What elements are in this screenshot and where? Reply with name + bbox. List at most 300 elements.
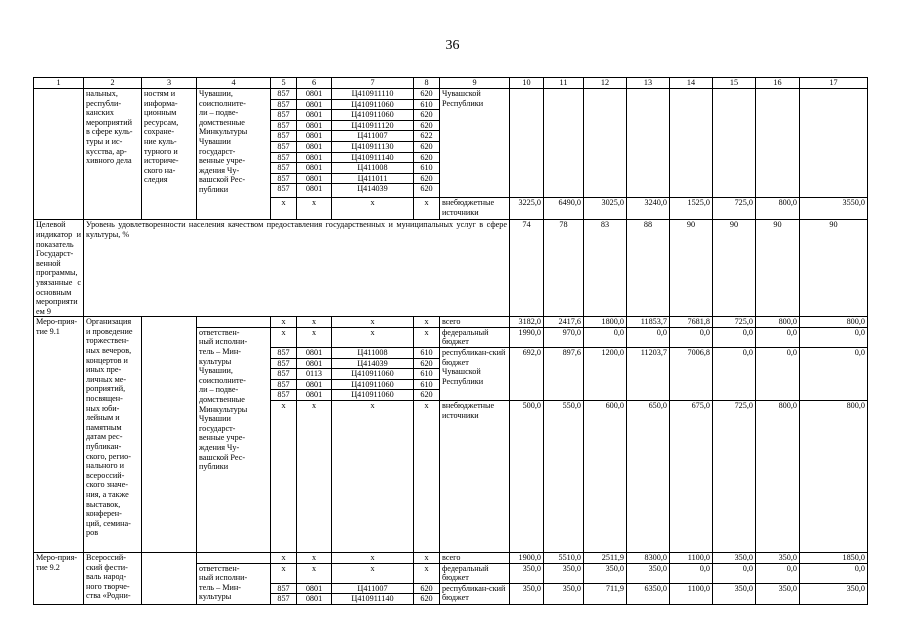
budget-code: Ц411008	[332, 163, 414, 174]
amount: 897,6	[544, 348, 584, 401]
cell-line: Чувашской	[442, 89, 481, 98]
budget-code: x	[271, 317, 297, 328]
amount: 0,0	[670, 327, 713, 347]
amount: 2511,9	[584, 553, 627, 564]
funding-source: республикан-ский бюджет	[440, 583, 510, 604]
budget-code: x	[332, 401, 414, 553]
cell-line: ционным	[144, 108, 177, 118]
cell-line: нальных,	[86, 89, 118, 98]
cell-line: домственные	[199, 395, 245, 405]
amount: 800,0	[800, 401, 868, 553]
amount: 550,0	[544, 401, 584, 553]
budget-code: x	[414, 401, 440, 553]
budget-code: 0801	[297, 379, 332, 390]
budget-table-container	[33, 77, 867, 605]
cell-line: государст-	[199, 146, 236, 156]
cell-line: тель – Мин-	[199, 582, 241, 592]
column-number: 12	[584, 78, 627, 89]
budget-code: Ц410911130	[332, 141, 414, 152]
cell-line: туры и ис-	[86, 136, 123, 146]
budget-code: 0113	[297, 369, 332, 380]
budget-code: 857	[271, 110, 297, 121]
cell-line: ров	[86, 528, 99, 538]
cell-line: сохране-	[144, 127, 175, 137]
amount: 5510,0	[544, 553, 584, 564]
cell-line: кусства, ар-	[86, 146, 127, 156]
cell-line: публикан-	[86, 442, 122, 451]
cell-line: выставок,	[86, 499, 121, 509]
cell-line: ций, семина-	[86, 518, 131, 528]
cell-line: ства «Родни-	[86, 591, 131, 601]
amount: 0,0	[800, 348, 868, 401]
amount: 970,0	[544, 327, 584, 347]
indicator-value: 74	[510, 220, 544, 317]
budget-code: 857	[271, 131, 297, 142]
budget-code: x	[271, 401, 297, 553]
budget-code: 0801	[297, 152, 332, 163]
amount: 2417,6	[544, 317, 584, 328]
amount: 0,0	[584, 327, 627, 347]
amount	[670, 89, 713, 198]
budget-code: 620	[414, 110, 440, 121]
amount: 0,0	[713, 327, 756, 347]
budget-code: 620	[414, 120, 440, 131]
page-number: 36	[445, 38, 460, 53]
budget-code: Ц410911060	[332, 390, 414, 401]
event-executor-spacer	[197, 317, 271, 328]
budget-code: x	[332, 563, 414, 583]
indicator-value: 88	[627, 220, 670, 317]
budget-code: 620	[414, 173, 440, 184]
budget-code: 0801	[297, 583, 332, 594]
amount: 350,0	[544, 583, 584, 604]
amount	[510, 89, 544, 198]
column-number: 10	[510, 78, 544, 89]
amount: 500,0	[510, 401, 544, 553]
cell-line: ответствен-	[199, 327, 240, 337]
funding-source: республикан-ский бюджет Чувашской Республики	[440, 348, 510, 401]
amount	[584, 89, 627, 198]
column-number: 5	[271, 78, 297, 89]
budget-code: x	[332, 553, 414, 564]
cell-line: ние куль-	[144, 136, 177, 146]
budget-code: x	[414, 563, 440, 583]
cell-line: датам рес-	[86, 432, 123, 442]
amount: 3550,0	[800, 198, 868, 220]
budget-code: 857	[271, 348, 297, 359]
event-name	[84, 553, 142, 605]
cell-line: следия	[144, 175, 168, 185]
cell-line: роприятий,	[86, 384, 126, 394]
budget-code: 857	[271, 358, 297, 369]
event-executor	[197, 563, 271, 604]
cell-line: Минкультуры	[199, 404, 248, 414]
amount: 8300,0	[627, 553, 670, 564]
budget-code: 0801	[297, 99, 332, 110]
event-executor-spacer	[197, 553, 271, 564]
m91-total-row	[34, 317, 868, 328]
budget-code: x	[297, 327, 332, 347]
amount: 725,0	[713, 401, 756, 553]
amount: 725,0	[713, 317, 756, 328]
cell-line: посвящен-	[86, 394, 123, 404]
cell-line: Чувашии,	[199, 366, 233, 376]
budget-code: x	[271, 327, 297, 347]
cell-line: ждения Чу-	[199, 165, 240, 175]
cell-line: публики	[199, 462, 229, 472]
amount: 0,0	[800, 327, 868, 347]
cell-line: ждения Чу-	[199, 443, 240, 452]
budget-code: Ц410911060	[332, 110, 414, 121]
budget-code: Ц414039	[332, 358, 414, 369]
amount	[627, 89, 670, 198]
budget-table	[33, 77, 868, 605]
amount: 800,0	[800, 317, 868, 328]
budget-code: 0801	[297, 163, 332, 174]
cell-line: республи-	[86, 98, 122, 108]
code-row	[34, 89, 868, 100]
cell-line: ского на-	[144, 165, 176, 175]
amount: 11203,7	[627, 348, 670, 401]
budget-code: 620	[414, 184, 440, 198]
amount: 350,0	[510, 563, 544, 583]
cell-line: культуры	[199, 356, 232, 366]
amount	[800, 89, 868, 198]
cell-line: ных юби-	[86, 403, 120, 413]
budget-code: 0801	[297, 110, 332, 121]
cell-line: ли – подве-	[199, 385, 239, 395]
budget-code: Ц410911140	[332, 594, 414, 605]
event-name	[84, 317, 142, 553]
column-number: 11	[544, 78, 584, 89]
cell-line: ных вечеров,	[86, 346, 132, 356]
amount: 1850,0	[800, 553, 868, 564]
budget-code: Ц410911140	[332, 152, 414, 163]
budget-code: 857	[271, 141, 297, 152]
budget-code: x	[414, 317, 440, 328]
amount	[756, 89, 800, 198]
column-number: 14	[670, 78, 713, 89]
amount: 1100,0	[670, 553, 713, 564]
indicator-value: 78	[544, 220, 584, 317]
cell-line: личных ме-	[86, 374, 127, 384]
indicator-row	[34, 220, 868, 317]
cell-line: турного и	[144, 146, 178, 156]
amount: 0,0	[800, 563, 868, 583]
budget-code: 0801	[297, 89, 332, 100]
amount: 6350,0	[627, 583, 670, 604]
amount: 650,0	[627, 401, 670, 553]
budget-code: 857	[271, 99, 297, 110]
m92-total-row	[34, 553, 868, 564]
budget-code: x	[332, 198, 414, 220]
funding-source: федеральный бюджет	[440, 563, 510, 583]
amount: 350,0	[713, 553, 756, 564]
cell-line: домственные	[199, 117, 245, 127]
budget-code: 857	[271, 390, 297, 401]
cell-line: Организация	[86, 317, 132, 327]
cell-line: валь народ-	[86, 572, 127, 582]
budget-code: 0801	[297, 141, 332, 152]
budget-code: 620	[414, 594, 440, 605]
budget-code: x	[414, 553, 440, 564]
budget-code: 620	[414, 583, 440, 594]
cell-line: всероссий-	[86, 470, 125, 480]
column-number: 2	[84, 78, 142, 89]
budget-code: 622	[414, 131, 440, 142]
cell-line: вашской Рес-	[199, 452, 246, 462]
indicator-text: Уровень удовлетворенности населения качеством предоставления государственных и муниципальных услуг в сфере культуры, %	[84, 220, 510, 317]
budget-code: 620	[414, 141, 440, 152]
budget-code: 610	[414, 379, 440, 390]
indicator-value: 90	[756, 220, 800, 317]
budget-code: Ц410911060	[332, 369, 414, 380]
cell-line: ного творче-	[86, 581, 130, 591]
amount: 600,0	[584, 401, 627, 553]
cell-line: тель – Мин-	[199, 347, 241, 357]
budget-code: Ц414039	[332, 184, 414, 198]
amount: 675,0	[670, 401, 713, 553]
budget-code: Ц411007	[332, 131, 414, 142]
amount: 350,0	[544, 563, 584, 583]
column-number: 4	[197, 78, 271, 89]
funding-source: внебюджетные источники	[440, 401, 510, 553]
cell-line: хивного дела	[86, 156, 132, 166]
amount: 1800,0	[584, 317, 627, 328]
amount: 711,9	[584, 583, 627, 604]
cell-line: ский фести-	[86, 562, 128, 572]
budget-code: Ц410911120	[332, 120, 414, 131]
cell-line: венные учре-	[199, 433, 246, 443]
budget-code: 0801	[297, 348, 332, 359]
table-body	[34, 78, 868, 605]
amount: 3025,0	[584, 198, 627, 220]
budget-code: 857	[271, 173, 297, 184]
budget-code: Ц410911060	[332, 379, 414, 390]
amount: 1200,0	[584, 348, 627, 401]
cell-line: Всероссий-	[86, 553, 126, 563]
budget-code: x	[297, 317, 332, 328]
budget-code: Ц411008	[332, 348, 414, 359]
budget-code: Ц410911060	[332, 99, 414, 110]
cell-line: ского, регио-	[86, 451, 131, 461]
cell-line: венные учре-	[199, 156, 246, 166]
amount: 725,0	[713, 198, 756, 220]
cell-line: публики	[199, 184, 229, 194]
budget-code: 857	[271, 369, 297, 380]
budget-code: 0801	[297, 358, 332, 369]
amount: 1900,0	[510, 553, 544, 564]
budget-code: 857	[271, 152, 297, 163]
budget-code: x	[297, 563, 332, 583]
cell-line: ный исполни-	[199, 337, 248, 347]
cell-line: конферен-	[86, 509, 122, 519]
column-number: 3	[142, 78, 197, 89]
budget-code: x	[297, 401, 332, 553]
funding-source	[440, 89, 510, 198]
budget-code: x	[271, 198, 297, 220]
cell-line: памятным	[86, 422, 122, 432]
budget-code: x	[271, 553, 297, 564]
column-number: 6	[297, 78, 332, 89]
budget-code: 857	[271, 594, 297, 605]
column-number-row	[34, 78, 868, 89]
column-number: 15	[713, 78, 756, 89]
budget-code: 857	[271, 379, 297, 390]
budget-code: x	[297, 553, 332, 564]
budget-code: x	[332, 327, 414, 347]
cell-line: ли – подве-	[199, 108, 239, 118]
budget-code: 610	[414, 369, 440, 380]
funding-source: всего	[440, 317, 510, 328]
amount: 800,0	[756, 401, 800, 553]
budget-code: 0801	[297, 173, 332, 184]
indicator-value: 90	[800, 220, 868, 317]
budget-code: 620	[414, 390, 440, 401]
amount: 3240,0	[627, 198, 670, 220]
column-number: 1	[34, 78, 84, 89]
amount: 3182,0	[510, 317, 544, 328]
amount: 350,0	[627, 563, 670, 583]
amount: 800,0	[756, 317, 800, 328]
indicator-value: 90	[670, 220, 713, 317]
column-number: 17	[800, 78, 868, 89]
cell-line: историче-	[144, 156, 179, 166]
event-label: Меро-прия-тие 9.2	[34, 553, 84, 605]
amount: 6490,0	[544, 198, 584, 220]
cell-line: мероприятий	[86, 117, 132, 127]
column-number: 13	[627, 78, 670, 89]
budget-code: 0801	[297, 120, 332, 131]
amount: 350,0	[756, 553, 800, 564]
amount: 0,0	[670, 563, 713, 583]
budget-code: 0801	[297, 184, 332, 198]
cell-line: ния, а также	[86, 489, 129, 499]
budget-code: 0801	[297, 131, 332, 142]
cell-line: торжествен-	[86, 336, 129, 346]
funding-source: всего	[440, 553, 510, 564]
amount: 0,0	[627, 327, 670, 347]
budget-code: 610	[414, 163, 440, 174]
cell-line: ностям и	[144, 89, 176, 98]
budget-code: 620	[414, 152, 440, 163]
budget-code: x	[271, 563, 297, 583]
budget-code: x	[414, 327, 440, 347]
cell-line: ресурсам,	[144, 117, 179, 127]
budget-code: 857	[271, 583, 297, 594]
budget-code: Ц411007	[332, 583, 414, 594]
event-label: Меро-прия-тие 9.1	[34, 317, 84, 553]
budget-code: 857	[271, 89, 297, 100]
cell-line: соисполните-	[199, 375, 246, 385]
amount: 0,0	[756, 348, 800, 401]
cell-line: Республики	[442, 98, 484, 108]
amount: 1525,0	[670, 198, 713, 220]
cont-event-name	[84, 89, 142, 220]
column-number: 7	[332, 78, 414, 89]
cell-line: ответствен-	[199, 563, 240, 573]
budget-code: 620	[414, 358, 440, 369]
budget-code: 857	[271, 163, 297, 174]
cell-line: информа-	[144, 98, 178, 108]
budget-code: 620	[414, 89, 440, 100]
budget-code: Ц411011	[332, 173, 414, 184]
amount: 3225,0	[510, 198, 544, 220]
amount: 0,0	[713, 563, 756, 583]
column-number: 16	[756, 78, 800, 89]
budget-code: 857	[271, 120, 297, 131]
budget-code: x	[297, 198, 332, 220]
budget-code: x	[414, 198, 440, 220]
budget-code: 610	[414, 99, 440, 110]
cont-goal	[142, 89, 197, 220]
cell-line: культуры	[199, 592, 232, 602]
column-number: 8	[414, 78, 440, 89]
amount: 0,0	[756, 327, 800, 347]
cell-line: государст-	[199, 423, 236, 433]
cell-line: ный исполни-	[199, 573, 248, 583]
budget-code: 0801	[297, 594, 332, 605]
cell-line: Чувашии	[199, 414, 231, 424]
amount: 7681,8	[670, 317, 713, 328]
column-number: 9	[440, 78, 510, 89]
amount: 1100,0	[670, 583, 713, 604]
budget-code: x	[332, 317, 414, 328]
cont-executor	[197, 89, 271, 220]
cell-line: и проведение	[86, 326, 133, 336]
cell-line: ского значе-	[86, 480, 128, 490]
cell-line: канских	[86, 108, 114, 118]
event-goal	[142, 553, 197, 605]
funding-source: федеральный бюджет	[440, 327, 510, 347]
event-executor	[197, 327, 271, 552]
cell-line: нального и	[86, 461, 125, 471]
budget-code: 857	[271, 184, 297, 198]
cell-line: соисполните-	[199, 98, 246, 108]
cell-line: иных пре-	[86, 365, 122, 375]
cell-line: Чувашии	[199, 136, 231, 146]
budget-code: Ц410911110	[332, 89, 414, 100]
indicator-label: Целевой индикатор и показатель Государст-венной программы, увязанные с основным мероприятием 9	[34, 220, 84, 317]
amount: 350,0	[584, 563, 627, 583]
amount: 692,0	[510, 348, 544, 401]
amount	[713, 89, 756, 198]
cell-line: Чувашии,	[199, 89, 233, 98]
budget-code: 0801	[297, 390, 332, 401]
event-goal	[142, 317, 197, 553]
cell-line: концертов и	[86, 355, 128, 365]
budget-code: 610	[414, 348, 440, 359]
amount	[544, 89, 584, 198]
cell-line: Минкультуры	[199, 127, 248, 137]
amount: 1990,0	[510, 327, 544, 347]
indicator-value: 90	[713, 220, 756, 317]
amount: 350,0	[800, 583, 868, 604]
cell-line: лейным и	[86, 413, 120, 423]
indicator-value: 83	[584, 220, 627, 317]
amount: 350,0	[510, 583, 544, 604]
amount: 350,0	[756, 583, 800, 604]
amount: 7006,8	[670, 348, 713, 401]
amount: 350,0	[713, 583, 756, 604]
cell-line: в сфере куль-	[86, 127, 133, 137]
cell-line: вашской Рес-	[199, 175, 246, 185]
amount: 0,0	[713, 348, 756, 401]
funding-source: внебюджетные источники	[440, 198, 510, 220]
amount: 11853,7	[627, 317, 670, 328]
amount: 800,0	[756, 198, 800, 220]
amount: 0,0	[756, 563, 800, 583]
